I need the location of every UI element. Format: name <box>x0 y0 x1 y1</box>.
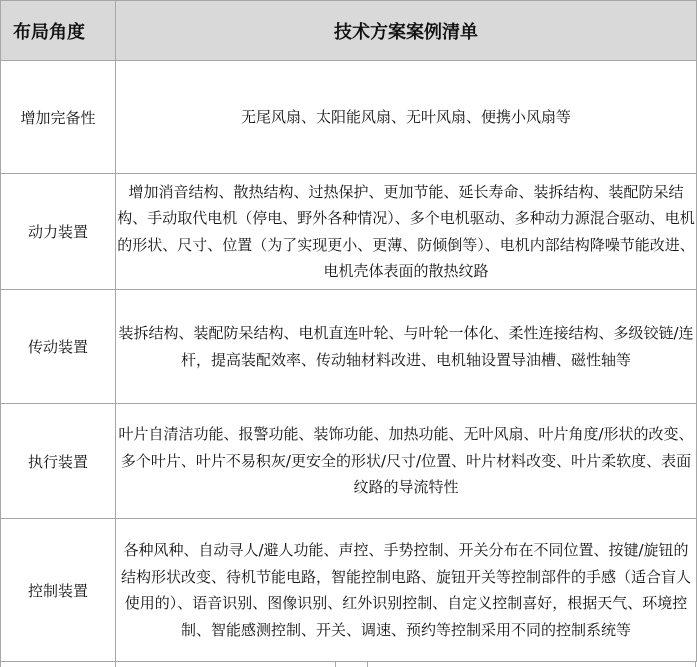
row-category <box>1 61 116 174</box>
row-details: 叶片自清洁功能、报警功能、装饰功能、加热功能、无叶风扇、叶片角度/形状的改变、多个叶片、叶片不易积灰/更安全的形状/尺寸/位置、叶片材料改变、叶片柔软度、表面纹路的导流特性 <box>116 404 697 519</box>
row-category <box>1 404 116 519</box>
row-category <box>1 519 116 662</box>
table-row <box>1 290 697 404</box>
table-row <box>1 61 697 174</box>
grid-line <box>0 662 1 667</box>
row-details: 装拆结构、装配防呆结构、电机直连叶轮、与叶轮一体化、柔性连接结构、多级铰链/连杆，提高装配效率、传动轴材料改进、电机轴设置导油槽、磁性轴等 <box>116 290 697 404</box>
header-layout-angle: 布局角度 <box>1 1 116 61</box>
category-completeness: 增加完备性 <box>20 108 96 127</box>
header-tech-solution-list: 技术方案案例清单 <box>116 1 697 61</box>
table-row <box>1 174 697 290</box>
next-row-stub <box>0 662 696 667</box>
grid-line <box>335 662 336 667</box>
row-details: 增加消音结构、散热结构、过热保护、更加节能、延长寿命、装拆结构、装配防呆结构、手动取代电机（停电、野外各种情况）、多个电机驱动、多种动力源混合驱动、电机的形状、尺寸、位置（为了实现更小、更薄、防倾倒等）、电机内部结构降噪节能改进、电机壳体表面的散热纹路 <box>116 174 697 290</box>
grid-line <box>695 662 696 667</box>
grid-line <box>367 662 368 667</box>
grid-line <box>115 662 116 667</box>
category-transmission-unit: 传动装置 <box>27 338 88 356</box>
table-header-row <box>1 1 697 61</box>
row-details: 无尾风扇、太阳能风扇、无叶风扇、便携小风扇等 <box>116 61 697 174</box>
category-control-unit: 控制装置 <box>27 581 88 600</box>
row-category <box>1 290 116 404</box>
row-details: 各种风种、自动寻人/避人功能、声控、手势控制、开关分布在不同位置、按键/旋钮的结构形状改变、待机节能电路，智能控制电路、旋钮开关等控制部件的手感（适合盲人使用的）、语音识别、图像识别、红外识别控制、自定义控制喜好，根据天气、环境控制、智能感测控制、开关、调速、预约等控制采用不同的控制系统等 <box>116 519 697 662</box>
row-category <box>1 174 116 290</box>
category-power-unit: 动力装置 <box>27 223 88 241</box>
table-row <box>1 404 697 519</box>
category-execution-unit: 执行装置 <box>27 452 88 471</box>
table-row <box>1 519 697 662</box>
